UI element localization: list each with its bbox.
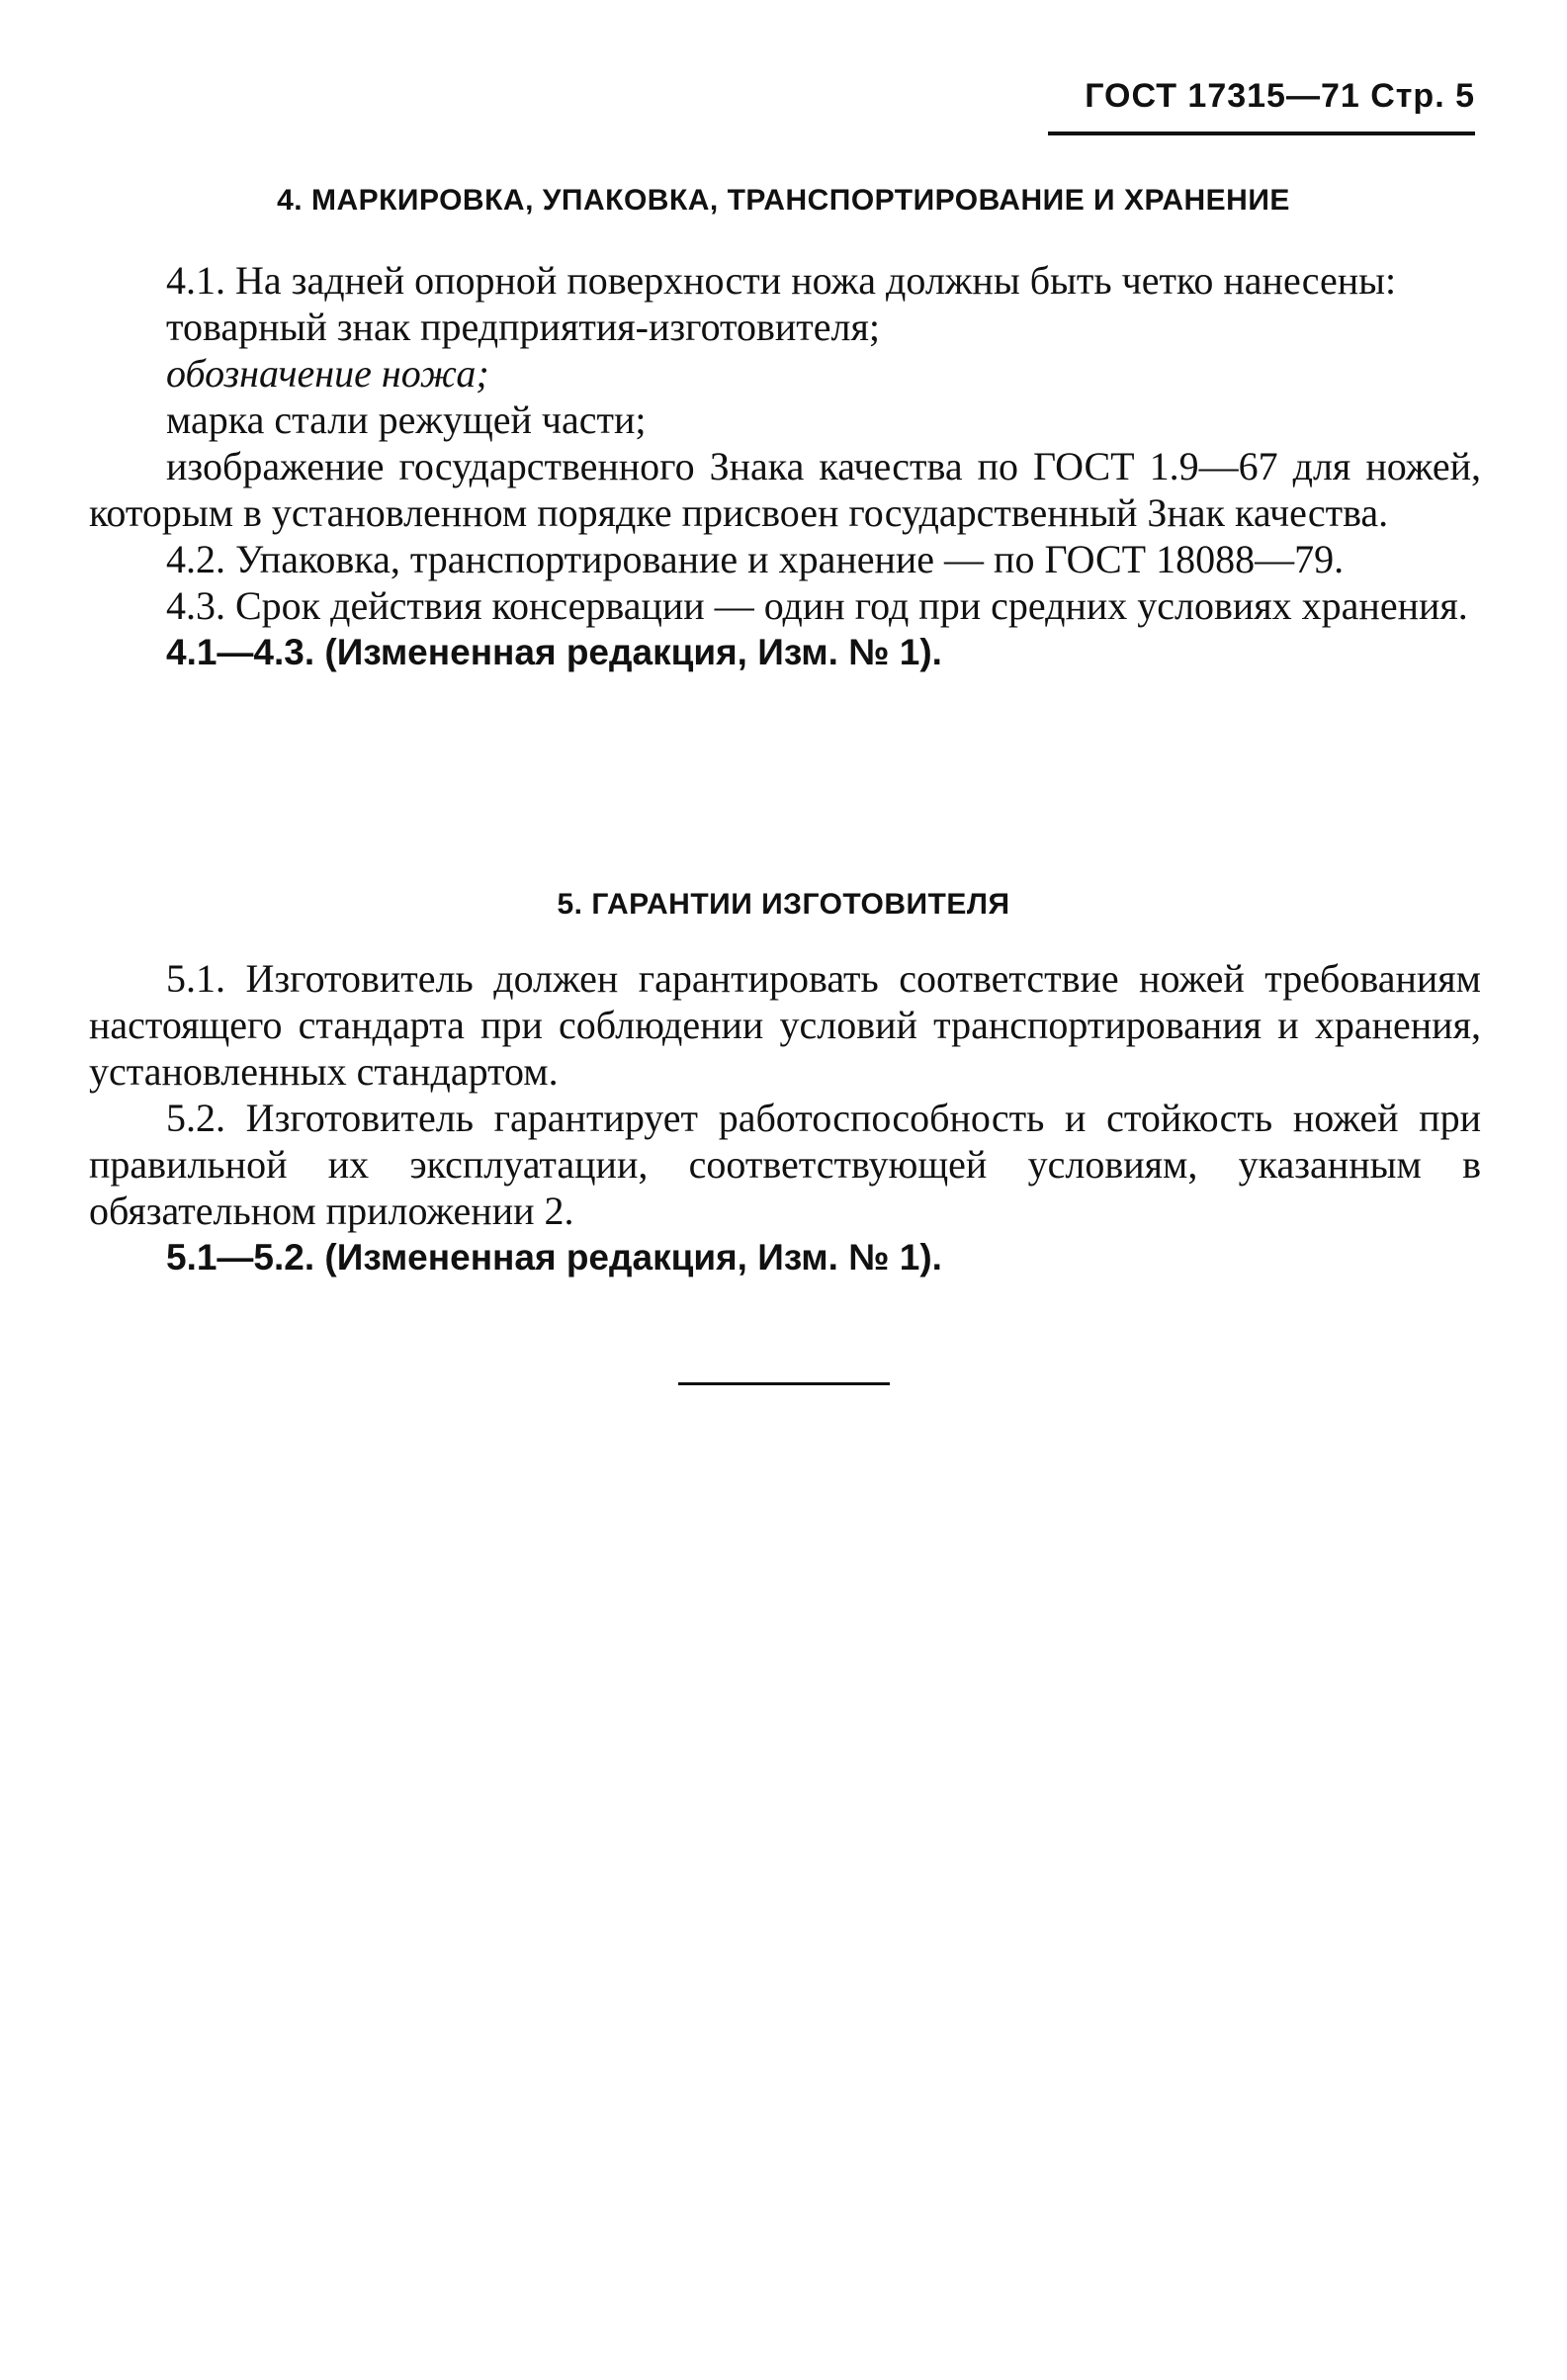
header-standard-number: ГОСТ 17315—71 Стр. 5 xyxy=(1085,77,1475,115)
paragraph-5-2: 5.2. Изготовитель гарантирует работоспособность и стойкость ножей при правильной их эксплуатации, соответствующей условиям, указанным в обязательном приложении 2. xyxy=(89,1096,1481,1233)
page-header xyxy=(1048,77,1475,136)
end-rule xyxy=(678,1382,890,1385)
section-5-body xyxy=(89,955,1481,1280)
section-4-title: 4. МАРКИРОВКА, УПАКОВКА, ТРАНСПОРТИРОВАНИЕ И ХРАНЕНИЕ xyxy=(277,184,1290,217)
amendment-note-5: 5.1—5.2. (Измененная редакция, Изм. № 1). xyxy=(166,1237,942,1278)
header-rule xyxy=(1048,132,1475,135)
paragraph-4-1: 4.1. На задней опорной поверхности ножа должны быть четко нанесены: xyxy=(166,258,1397,303)
paragraph-4-1-quality-mark: изображение государственного Знака качества по ГОСТ 1.9—67 для ножей, которым в установленном порядке присвоен государственный Знак качества. xyxy=(89,444,1481,535)
paragraph-5-1: 5.1. Изготовитель должен гарантировать соответствие ножей требованиям настоящего стандарта при соблюдении условий транспортирования и хранения, установленных стандартом. xyxy=(89,956,1481,1094)
list-item-trademark: товарный знак предприятия-изготовителя; xyxy=(166,305,880,349)
paragraph-4-3: 4.3. Срок действия консервации — один год при средних условиях хранения. xyxy=(166,583,1468,628)
section-4-body xyxy=(89,257,1481,675)
amendment-note-4: 4.1—4.3. (Измененная редакция, Изм. № 1). xyxy=(166,632,942,672)
paragraph-4-2: 4.2. Упаковка, транспортирование и хранение — по ГОСТ 18088—79. xyxy=(166,537,1345,581)
section-5-title: 5. ГАРАНТИИ ИЗГОТОВИТЕЛЯ xyxy=(557,888,1010,921)
list-item-designation: обозначение ножа; xyxy=(166,351,489,396)
list-item-steel-grade: марка стали режущей части; xyxy=(166,397,647,442)
